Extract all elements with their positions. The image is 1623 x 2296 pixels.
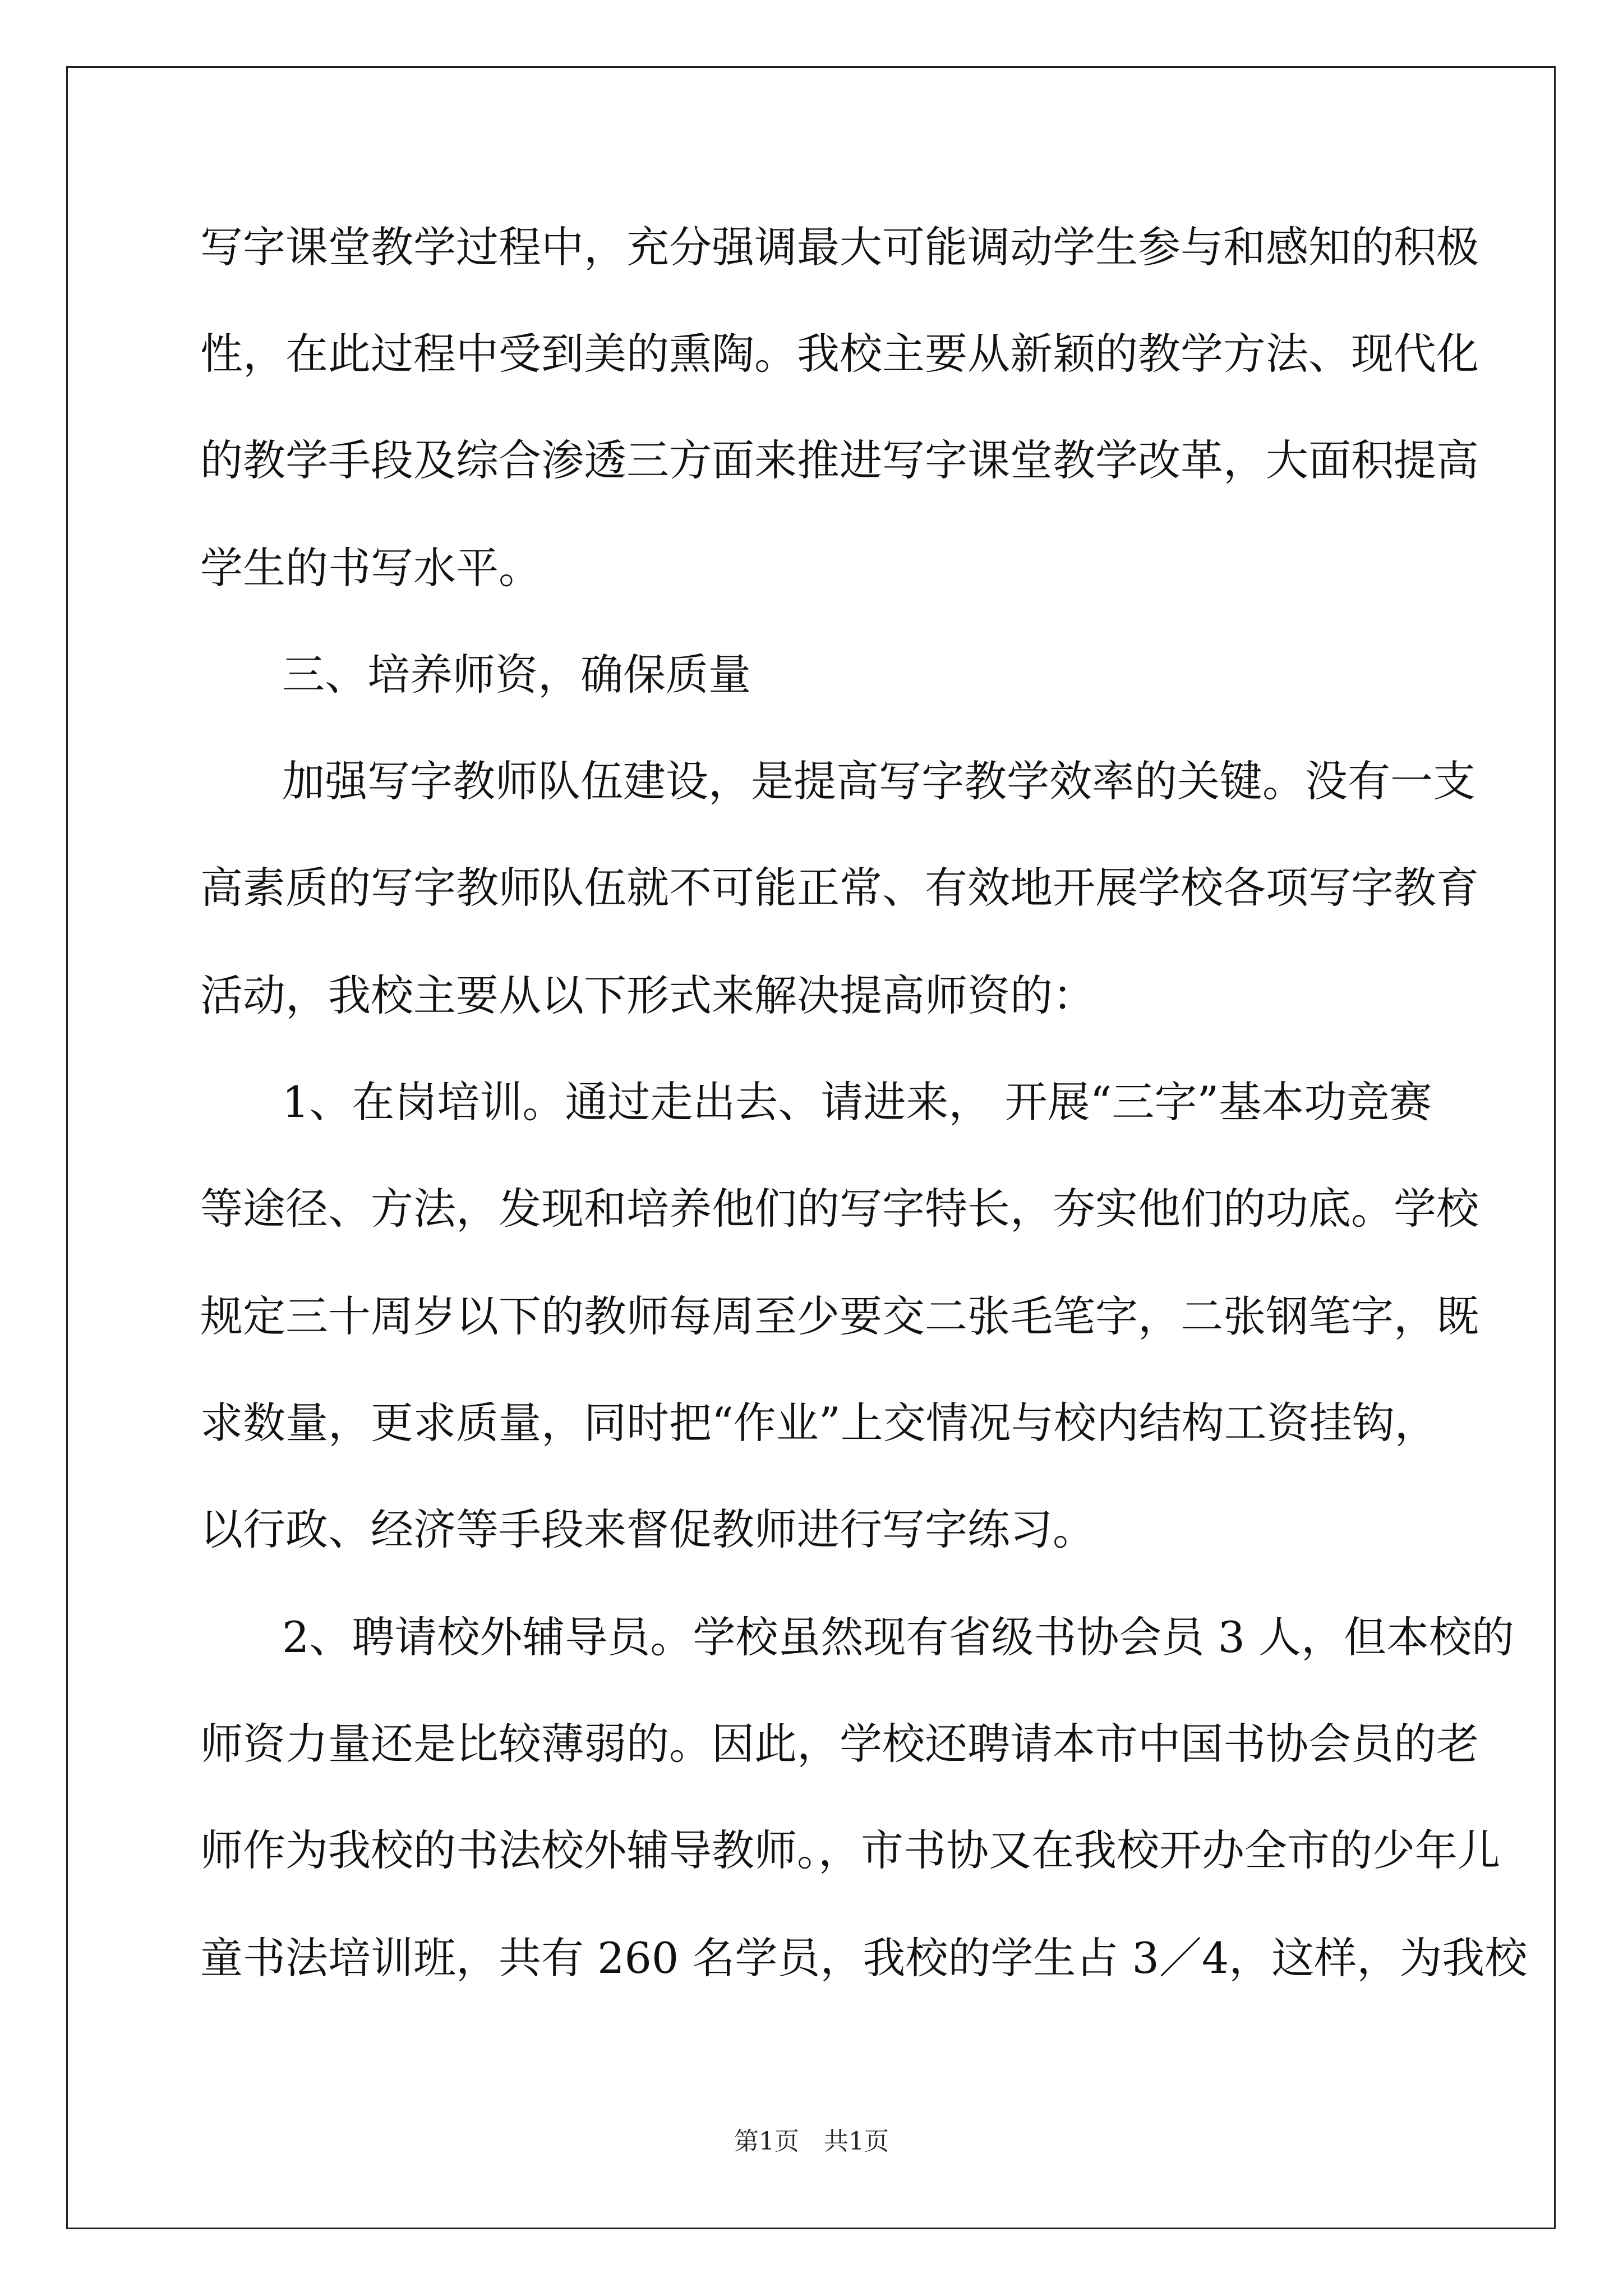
text-line: 1、在岗培训。通过走出去、请进来， 开展“三字”基本功竞赛 — [282, 1077, 1432, 1127]
page-border — [66, 66, 1556, 2229]
text-line: 活动，我校主要从以下形式来解决提高师资的： — [200, 970, 1095, 1020]
text-line: 学生的书写水平。 — [200, 543, 541, 593]
text-line: 以行政、经济等手段来督促教师进行写字练习。 — [200, 1504, 1095, 1554]
page-footer: 第1页 共1页 — [734, 2127, 889, 2156]
text-line: 2、聘请校外辅导员。学校虽然现有省级书协会员 3 人，但本校的 — [282, 1612, 1515, 1662]
text-line: 规定三十周岁以下的教师每周至少要交二张毛笔字，二张钢笔字，既 — [200, 1291, 1479, 1341]
text-line: 师资力量还是比较薄弱的。因此，学校还聘请本市中国书协会员的老 — [200, 1719, 1479, 1769]
text-line: 的教学手段及综合渗透三方面来推进写字课堂教学改革，大面积提高 — [200, 435, 1479, 485]
text-line: 求数量，更求质量，同时把“作业”上交情况与校内结构工资挂钩， — [200, 1398, 1437, 1448]
text-line: 性，在此过程中受到美的熏陶。我校主要从新颖的教学方法、现代化 — [200, 329, 1479, 379]
text-line: 等途径、方法，发现和培养他们的写字特长，夯实他们的功底。学校 — [200, 1184, 1479, 1234]
text-line: 童书法培训班，共有 260 名学员，我校的学生占 3／4，这样，为我校 — [200, 1933, 1528, 1983]
text-line: 高素质的写字教师队伍就不可能正常、有效地开展学校各项写字教育 — [200, 863, 1479, 913]
section-heading: 三、培养师资，确保质量 — [282, 650, 751, 700]
text-line: 师作为我校的书法校外辅导教师。，市书协又在我校开办全市的少年儿 — [200, 1825, 1500, 1875]
text-line: 加强写字教师队伍建设，是提高写字教学效率的关键。没有一支 — [282, 756, 1476, 806]
text-line: 写字课堂教学过程中，充分强调最大可能调动学生参与和感知的积极 — [200, 222, 1479, 272]
